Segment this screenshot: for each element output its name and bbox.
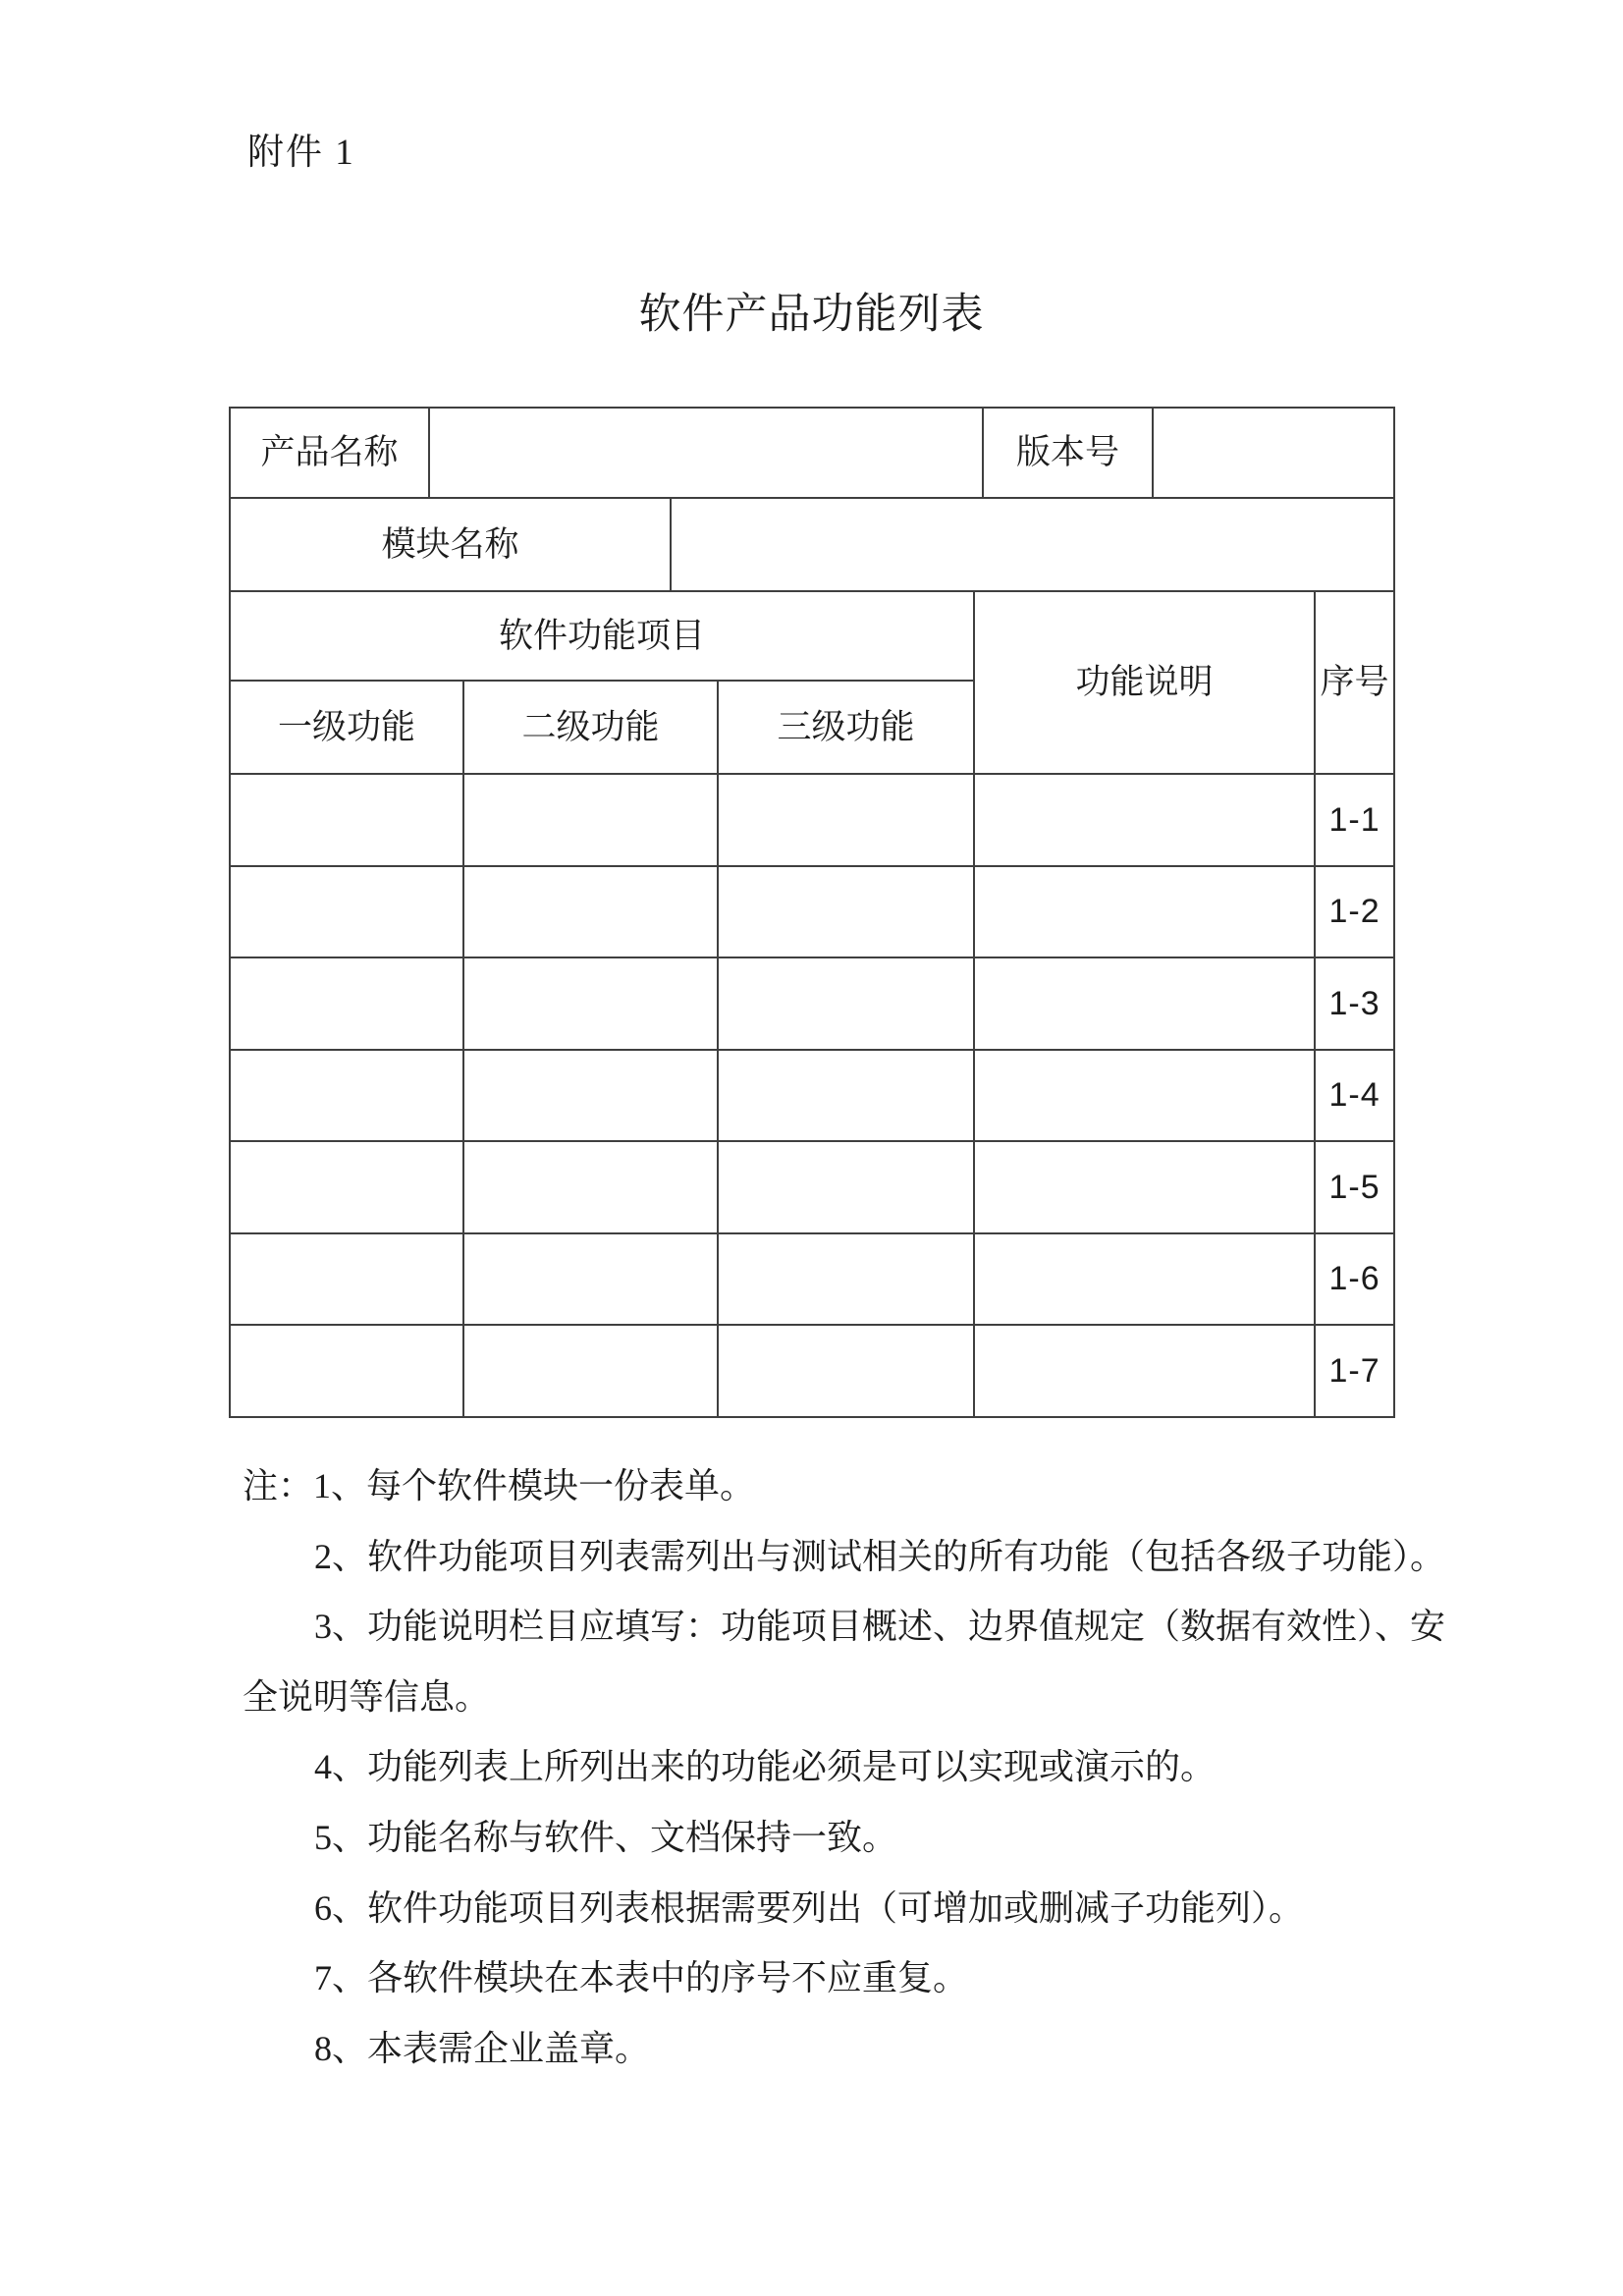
function-items-header: 软件功能项目 xyxy=(230,591,974,681)
level1-field[interactable] xyxy=(230,1233,463,1326)
level2-field[interactable] xyxy=(463,1325,718,1417)
level1-field[interactable] xyxy=(230,957,463,1050)
table-row-module xyxy=(230,498,1394,591)
note-line: 6、软件功能项目列表根据需要列出（可增加或删减子功能列）。 xyxy=(314,1887,1305,1928)
function-list-table xyxy=(229,407,1395,1418)
table-row xyxy=(230,957,1394,1050)
serial-value: 1-3 xyxy=(1315,957,1394,1050)
serial-value: 1-4 xyxy=(1315,1050,1394,1142)
level2-field[interactable] xyxy=(463,1141,718,1233)
module-name-field[interactable] xyxy=(671,498,1394,591)
level1-field[interactable] xyxy=(230,1141,463,1233)
note-line: 5、功能名称与软件、文档保持一致。 xyxy=(314,1817,898,1857)
level2-header: 二级功能 xyxy=(463,681,718,774)
level2-field[interactable] xyxy=(463,1050,718,1142)
level3-field[interactable] xyxy=(718,1325,974,1417)
serial-value: 1-7 xyxy=(1315,1325,1394,1417)
level2-field[interactable] xyxy=(463,957,718,1050)
function-desc-field[interactable] xyxy=(974,1233,1315,1326)
product-name-field[interactable] xyxy=(429,408,983,498)
level2-field[interactable] xyxy=(463,866,718,958)
table-row xyxy=(230,1141,1394,1233)
attachment-label: 附件 1 xyxy=(247,133,355,173)
level3-header: 三级功能 xyxy=(718,681,974,774)
note-line: 3、功能说明栏目应填写：功能项目概述、边界值规定（数据有效性）、安 xyxy=(314,1607,1446,1647)
level2-field[interactable] xyxy=(463,1233,718,1326)
serial-value: 1-2 xyxy=(1315,866,1394,958)
note-line: 7、各软件模块在本表中的序号不应重复。 xyxy=(314,1958,969,1998)
serial-header: 序号 xyxy=(1315,591,1394,774)
function-desc-field[interactable] xyxy=(974,1050,1315,1142)
note-line: 2、软件功能项目列表需列出与测试相关的所有功能（包括各级子功能）。 xyxy=(314,1536,1446,1576)
serial-value: 1-6 xyxy=(1315,1233,1394,1326)
level3-field[interactable] xyxy=(718,1233,974,1326)
version-field[interactable] xyxy=(1153,408,1394,498)
table-row xyxy=(230,1325,1394,1417)
note-line: 注：1、每个软件模块一份表单。 xyxy=(243,1466,756,1505)
function-desc-field[interactable] xyxy=(974,866,1315,958)
table-row xyxy=(230,774,1394,866)
page-title: 软件产品功能列表 xyxy=(638,292,985,338)
level1-field[interactable] xyxy=(230,1050,463,1142)
level1-field[interactable] xyxy=(230,1325,463,1417)
function-desc-field[interactable] xyxy=(974,1325,1315,1417)
module-name-label: 模块名称 xyxy=(230,498,671,591)
level2-field[interactable] xyxy=(463,774,718,866)
function-desc-header: 功能说明 xyxy=(974,591,1315,774)
level1-field[interactable] xyxy=(230,774,463,866)
level3-field[interactable] xyxy=(718,774,974,866)
table-row xyxy=(230,1050,1394,1142)
table-header-row-top xyxy=(230,591,1394,681)
level3-field[interactable] xyxy=(718,866,974,958)
function-desc-field[interactable] xyxy=(974,1141,1315,1233)
version-label: 版本号 xyxy=(983,408,1153,498)
level1-field[interactable] xyxy=(230,866,463,958)
level3-field[interactable] xyxy=(718,1050,974,1142)
level3-field[interactable] xyxy=(718,957,974,1050)
serial-value: 1-5 xyxy=(1315,1141,1394,1233)
table-row-product xyxy=(230,408,1394,498)
level1-header: 一级功能 xyxy=(230,681,463,774)
serial-value: 1-1 xyxy=(1315,774,1394,866)
note-line: 全说明等信息。 xyxy=(243,1676,491,1717)
note-line: 4、功能列表上所列出来的功能必须是可以实现或演示的。 xyxy=(314,1747,1217,1787)
table-row xyxy=(230,1233,1394,1326)
note-line: 8、本表需企业盖章。 xyxy=(314,2028,651,2068)
function-desc-field[interactable] xyxy=(974,774,1315,866)
notes-section xyxy=(243,1451,1446,2084)
table-row xyxy=(230,866,1394,958)
product-name-label: 产品名称 xyxy=(230,408,429,498)
level3-field[interactable] xyxy=(718,1141,974,1233)
function-desc-field[interactable] xyxy=(974,957,1315,1050)
